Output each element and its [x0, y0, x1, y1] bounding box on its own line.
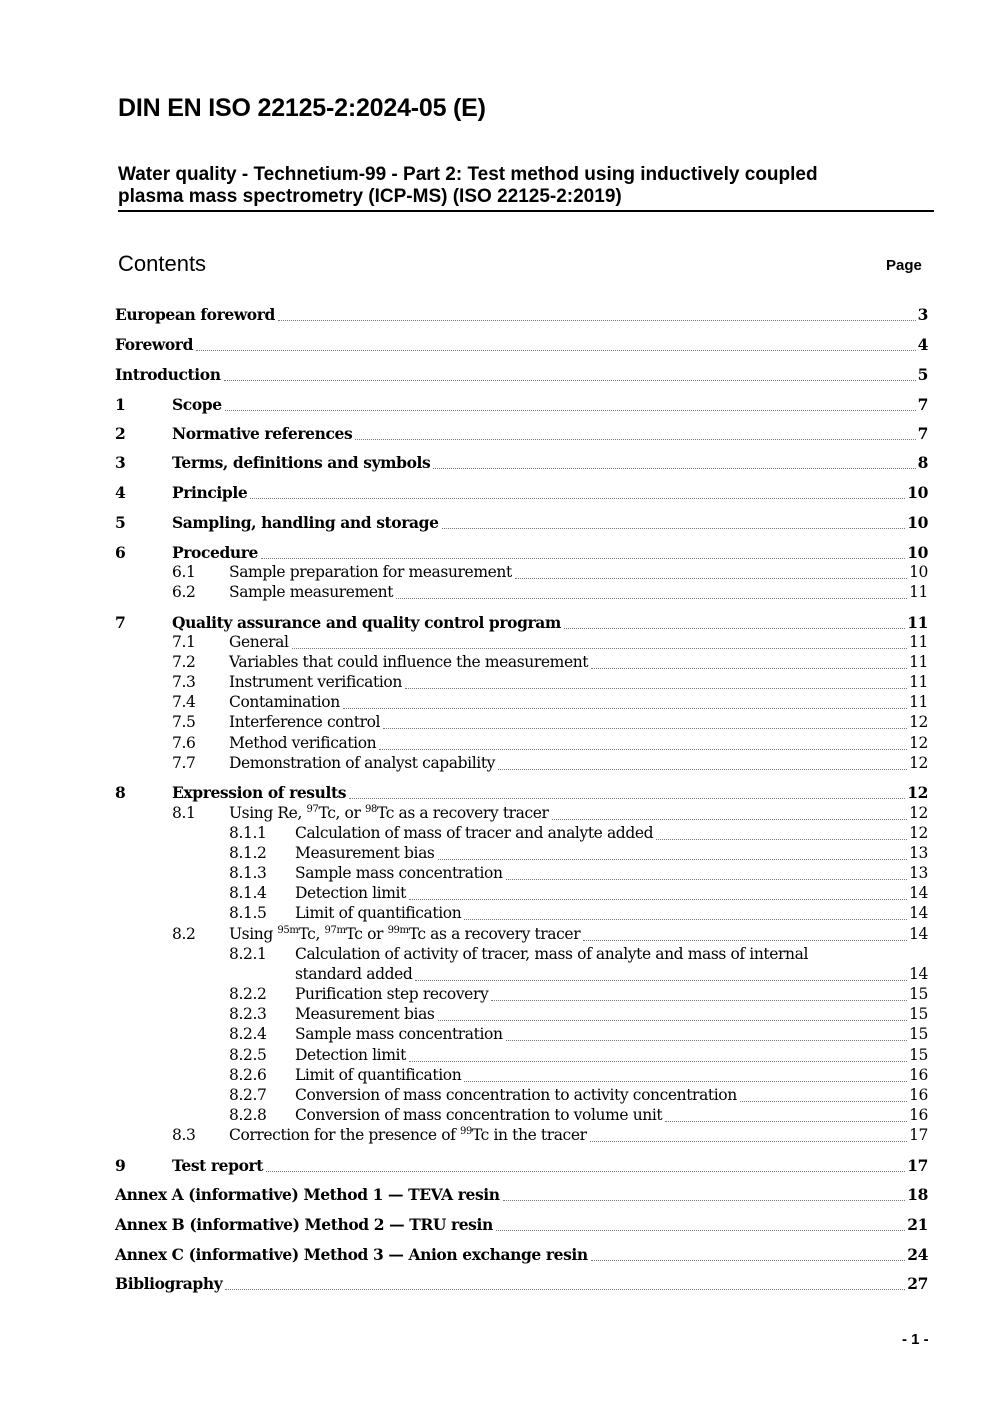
dot-leader — [409, 1060, 907, 1062]
dot-leader — [438, 858, 908, 860]
toc-entry[interactable] — [115, 692, 928, 713]
toc-entry-page: 24 — [907, 1245, 928, 1264]
toc-entry-page: 12 — [909, 734, 928, 752]
dot-leader — [355, 438, 915, 440]
dot-leader — [740, 1100, 907, 1102]
toc-entry[interactable] — [115, 733, 928, 754]
toc-entry-page: 8 — [917, 453, 928, 472]
toc-entry-number: 8.1 — [172, 804, 196, 822]
toc-entry-title: Method verification — [229, 734, 377, 752]
toc-entry-number: 6.1 — [172, 563, 196, 581]
dot-leader — [506, 1039, 908, 1041]
toc-entry-title: Sampling, handling and storage — [172, 513, 439, 532]
toc-entry-title: Detection limit — [295, 1046, 406, 1064]
document-subtitle — [118, 164, 934, 212]
toc-entry-title: Test report — [172, 1156, 264, 1175]
dot-leader — [409, 898, 907, 900]
toc-entry[interactable] — [115, 843, 928, 864]
toc-entry-title: Terms, definitions and symbols — [172, 453, 431, 472]
dot-leader — [498, 768, 907, 770]
toc-entry-number: 8.2.6 — [229, 1066, 267, 1084]
toc-entry[interactable] — [115, 394, 928, 415]
toc-entry-page: 12 — [907, 783, 928, 802]
toc-entry-number: 7.2 — [172, 653, 196, 671]
dot-leader — [591, 667, 907, 669]
toc-entry-title: Sample mass concentration — [295, 864, 503, 882]
toc-entry[interactable] — [115, 1244, 928, 1265]
toc-entry-page: 16 — [909, 1106, 928, 1124]
toc-entry-title: Conversion of mass concentration to volume unit — [295, 1106, 663, 1124]
toc-entry[interactable] — [115, 423, 928, 444]
dot-leader — [442, 527, 906, 529]
toc-entry[interactable] — [115, 512, 928, 533]
toc-entry-page: 17 — [907, 1156, 928, 1175]
toc-entry-title: Sample mass concentration — [295, 1025, 503, 1043]
dot-leader — [266, 1170, 905, 1172]
toc-entry[interactable] — [115, 1155, 928, 1176]
toc-entry-page: 17 — [909, 1126, 928, 1144]
toc-entry-number: 8.2.7 — [229, 1086, 267, 1104]
toc-entry-page: 21 — [907, 1215, 928, 1234]
toc-entry-number: 8.2.8 — [229, 1106, 267, 1124]
toc-entry-title: Bibliography — [115, 1274, 223, 1293]
toc-entry-page: 10 — [907, 483, 928, 502]
toc-entry-number: 5 — [115, 513, 126, 532]
dot-leader — [503, 1199, 906, 1201]
toc-entry-number: 8.2.4 — [229, 1025, 267, 1043]
toc-entry-page: 16 — [909, 1066, 928, 1084]
dot-leader — [515, 577, 907, 579]
dot-leader — [196, 349, 916, 351]
toc-entry[interactable] — [115, 1024, 928, 1045]
toc-entry-number: 8.1.2 — [229, 844, 267, 862]
dot-leader — [225, 409, 916, 411]
toc-entry[interactable] — [115, 482, 928, 503]
toc-entry-page: 7 — [917, 424, 928, 443]
toc-entry-number: 9 — [115, 1156, 126, 1175]
toc-entry-title: Measurement bias — [295, 1005, 435, 1023]
dot-leader — [415, 979, 907, 981]
toc-entry-title: Procedure — [172, 543, 258, 562]
toc-entry-page: 14 — [909, 884, 928, 902]
toc-entry[interactable] — [115, 652, 928, 673]
toc-entry-title: Detection limit — [295, 884, 406, 902]
dot-leader — [491, 999, 907, 1001]
toc-entry-number: 7.6 — [172, 734, 196, 752]
toc-entry[interactable] — [115, 1125, 928, 1146]
toc-entry[interactable] — [115, 803, 928, 824]
toc-entry-title: Conversion of mass concentration to activity concentration — [295, 1086, 737, 1104]
toc-entry-number: 8.1.4 — [229, 884, 267, 902]
dot-leader — [343, 707, 907, 709]
toc-entry-page: 12 — [909, 804, 928, 822]
toc-entry[interactable] — [115, 984, 928, 1005]
dot-leader — [464, 1080, 907, 1082]
toc-entry-page: 14 — [909, 925, 928, 943]
toc-entry[interactable] — [115, 1273, 928, 1294]
toc-entry-number: 8.2.1 — [229, 945, 267, 963]
toc-entry-number: 1 — [115, 395, 126, 414]
toc-entry[interactable] — [115, 304, 928, 325]
dot-leader — [225, 1288, 905, 1290]
toc-entry-page: 12 — [909, 713, 928, 731]
toc-entry-title: Limit of quantification — [295, 1066, 462, 1084]
toc-entry-title: Annex A (informative) Method 1 — TEVA resin — [115, 1185, 500, 1204]
toc-entry[interactable] — [115, 924, 928, 945]
toc-entry-page: 14 — [909, 904, 928, 922]
page-column-heading: Page — [886, 257, 922, 274]
dot-leader — [665, 1120, 907, 1122]
document-title: DIN EN ISO 22125-2:2024-05 (E) — [118, 94, 486, 122]
toc-entry[interactable] — [115, 1065, 928, 1086]
toc-entry-number: 7.3 — [172, 673, 196, 691]
dot-leader — [552, 818, 908, 820]
dot-leader — [464, 918, 907, 920]
toc-entry[interactable] — [115, 542, 928, 563]
toc-entry[interactable] — [115, 782, 928, 803]
toc-entry-title: Purification step recovery — [295, 985, 489, 1003]
toc-entry[interactable] — [115, 452, 928, 473]
toc-entry-title: Interference control — [229, 713, 381, 731]
toc-entry-title: Instrument verification — [229, 673, 402, 691]
toc-entry-title: Sample measurement — [229, 583, 394, 601]
toc-entry[interactable] — [115, 1085, 928, 1106]
toc-entry-title: Introduction — [115, 365, 221, 384]
toc-entry-title: Variables that could influence the measurement — [229, 653, 589, 671]
toc-entry-page: 11 — [909, 653, 928, 671]
subtitle-line-2: plasma mass spectrometry (ICP-MS) (ISO 22125-2:2019) — [118, 186, 622, 207]
toc-entry-page: 10 — [907, 543, 928, 562]
dot-leader — [349, 797, 905, 799]
toc-entry-title: Annex B (informative) Method 2 — TRU resin — [115, 1215, 493, 1234]
toc-entry-title: Foreword — [115, 335, 194, 354]
toc-entry-number: 8.1.3 — [229, 864, 267, 882]
toc-entry[interactable] — [115, 632, 928, 653]
toc-entry-number: 8.2.2 — [229, 985, 267, 1003]
toc-entry-page: 14 — [909, 965, 928, 983]
toc-entry-title: General — [229, 633, 289, 651]
toc-entry-page: 11 — [909, 633, 928, 651]
toc-entry-page: 7 — [917, 395, 928, 414]
dot-leader — [590, 1140, 907, 1142]
toc-entry[interactable] — [115, 1184, 928, 1205]
toc-entry-page: 10 — [909, 563, 928, 581]
subtitle-line-1: Water quality - Technetium-99 - Part 2: Test method using inductively coupled — [118, 164, 818, 185]
dot-leader — [250, 497, 905, 499]
dot-leader — [261, 557, 905, 559]
toc-entry[interactable] — [115, 334, 928, 355]
toc-entry-number: 8.2.5 — [229, 1046, 267, 1064]
toc-entry-title: Annex C (informative) Method 3 — Anion exchange resin — [115, 1245, 588, 1264]
toc-entry-page: 16 — [909, 1086, 928, 1104]
toc-entry[interactable] — [115, 944, 928, 965]
toc-entry-page: 15 — [909, 985, 928, 1003]
toc-entry-number: 8.2.3 — [229, 1005, 267, 1023]
toc-entry-continuation[interactable] — [115, 964, 928, 985]
dot-leader — [583, 939, 907, 941]
toc-entry[interactable] — [115, 753, 928, 774]
toc-entry[interactable] — [115, 863, 928, 884]
toc-entry-title: Calculation of mass of tracer and analyte added — [295, 824, 654, 842]
toc-entry-number: 8.2 — [172, 925, 196, 943]
dot-leader — [656, 838, 907, 840]
toc-entry-number: 7.1 — [172, 633, 196, 651]
toc-entry-title: Sample preparation for measurement — [229, 563, 512, 581]
dot-leader — [438, 1019, 908, 1021]
toc-entry[interactable] — [115, 364, 928, 385]
toc-entry-title: Calculation of activity of tracer, mass of analyte and mass of internal — [295, 945, 809, 963]
dot-leader — [496, 1229, 905, 1231]
dot-leader — [383, 727, 907, 729]
toc-entry-page: 11 — [909, 583, 928, 601]
toc-entry-page: 13 — [909, 864, 928, 882]
toc-entry-number: 6 — [115, 543, 126, 562]
dot-leader — [379, 748, 907, 750]
toc-entry-page: 11 — [909, 693, 928, 711]
toc-entry[interactable] — [115, 1004, 928, 1025]
toc-entry-number: 7 — [115, 613, 126, 632]
dot-leader — [278, 319, 916, 321]
toc-entry-title: Using Re, $^{97}$Tc, or $^{98}$Tc as a recovery tracer — [229, 804, 549, 822]
dot-leader — [292, 647, 908, 649]
toc-entry-title: Scope — [172, 395, 222, 414]
toc-entry-number: 8.1.5 — [229, 904, 267, 922]
toc-entry-title: Expression of results — [172, 783, 347, 802]
toc-entry[interactable] — [115, 883, 928, 904]
toc-entry[interactable] — [115, 1045, 928, 1066]
toc-entry-title: Normative references — [172, 424, 353, 443]
dot-leader — [433, 467, 915, 469]
toc-entry-page: 5 — [917, 365, 928, 384]
toc-entry[interactable] — [115, 582, 928, 603]
toc-entry-number: 7.5 — [172, 713, 196, 731]
toc-entry-title: Limit of quantification — [295, 904, 462, 922]
toc-entry-title: Contamination — [229, 693, 340, 711]
dot-leader — [224, 379, 916, 381]
toc-entry-page: 11 — [907, 613, 928, 632]
dot-leader — [405, 687, 907, 689]
toc-entry-title: Correction for the presence of $^{99}$Tc in the tracer — [229, 1126, 587, 1144]
toc-entry-title-continued: standard added — [295, 965, 413, 983]
toc-entry-title: Principle — [172, 483, 248, 502]
toc-entry[interactable] — [115, 1105, 928, 1126]
toc-entry-page: 11 — [909, 673, 928, 691]
toc-entry-number: 6.2 — [172, 583, 196, 601]
toc-entry-page: 4 — [917, 335, 928, 354]
toc-entry-page: 15 — [909, 1005, 928, 1023]
toc-entry-number: 8 — [115, 783, 126, 802]
toc-entry-title: Measurement bias — [295, 844, 435, 862]
toc-entry-number: 8.1.1 — [229, 824, 267, 842]
dot-leader — [591, 1259, 905, 1261]
toc-entry-number: 8.3 — [172, 1126, 196, 1144]
toc-entry-page: 13 — [909, 844, 928, 862]
toc-entry[interactable] — [115, 672, 928, 693]
toc-entry-page: 12 — [909, 754, 928, 772]
toc-entry[interactable] — [115, 823, 928, 844]
page-number: - 1 - — [902, 1331, 929, 1348]
toc-entry[interactable] — [115, 1214, 928, 1235]
toc-entry-number: 4 — [115, 483, 126, 502]
toc-entry-page: 3 — [917, 305, 928, 324]
toc-entry-title: Demonstration of analyst capability — [229, 754, 496, 772]
toc-entry-title: Quality assurance and quality control program — [172, 613, 561, 632]
toc-entry-number: 2 — [115, 424, 126, 443]
dot-leader — [506, 878, 908, 880]
toc-entry[interactable] — [115, 612, 928, 633]
toc-entry-title: European foreword — [115, 305, 275, 324]
toc-entry[interactable] — [115, 903, 928, 924]
toc-entry[interactable] — [115, 712, 928, 733]
toc-entry[interactable] — [115, 562, 928, 583]
toc-entry-page: 10 — [907, 513, 928, 532]
toc-entry-number: 7.7 — [172, 754, 196, 772]
contents-heading: Contents — [118, 251, 207, 276]
dot-leader — [396, 597, 907, 599]
dot-leader — [564, 627, 905, 629]
toc-entry-title: Using $^{95m}$Tc, $^{97m}$Tc or $^{99m}$Tc as a recovery tracer — [229, 925, 581, 943]
toc-entry-page: 27 — [907, 1274, 928, 1293]
toc-entry-page: 15 — [909, 1046, 928, 1064]
toc-entry-page: 15 — [909, 1025, 928, 1043]
toc-entry-page: 18 — [907, 1185, 928, 1204]
toc-entry-number: 3 — [115, 453, 126, 472]
toc-entry-page: 12 — [909, 824, 928, 842]
toc-entry-number: 7.4 — [172, 693, 196, 711]
